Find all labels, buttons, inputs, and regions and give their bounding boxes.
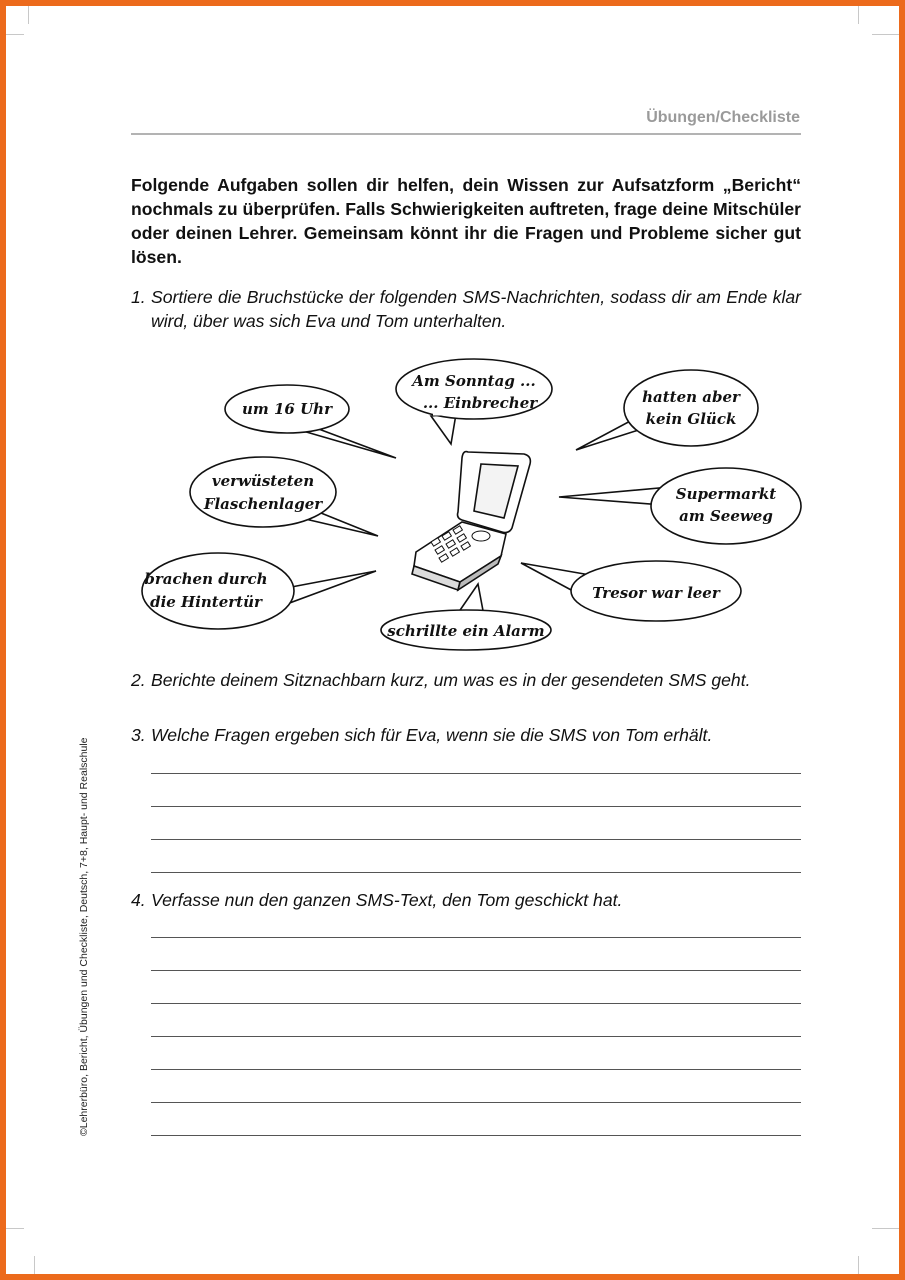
task-number: 3. xyxy=(131,725,146,745)
writing-line[interactable] xyxy=(151,1036,801,1037)
task-text: Berichte deinem Sitznachbarn kurz, um was es in der gesendeten SMS geht. xyxy=(151,670,751,690)
crop-mark xyxy=(858,1256,859,1274)
bubble-text: die Hintertür xyxy=(150,593,262,611)
task-4 xyxy=(131,888,801,912)
crop-mark xyxy=(872,34,899,35)
task-number: 2. xyxy=(131,670,146,690)
writing-line[interactable] xyxy=(151,1102,801,1103)
writing-line[interactable] xyxy=(151,872,801,873)
intro-paragraph: Folgende Aufgaben sollen dir helfen, dein Wissen zur Aufsatzform „Bericht“ nochmals zu überprüfen. Falls Schwierigkeiten auftreten, frage deine Mitschüler oder deinen Lehrer. Gemeinsam könnt ihr die Fragen und Probleme sicher gut lösen. xyxy=(131,175,801,267)
bubble-text: am Seeweg xyxy=(679,507,773,525)
bubble-supermarkt xyxy=(559,468,801,544)
bubble-hintertuer xyxy=(142,553,376,629)
writing-line[interactable] xyxy=(151,937,801,938)
task-text: Welche Fragen ergeben sich für Eva, wenn sie die SMS von Tom erhält. xyxy=(151,725,713,745)
bubble-text: Supermarkt xyxy=(675,485,777,503)
writing-line[interactable] xyxy=(151,1003,801,1004)
bubble-text: Am Sonntag ... xyxy=(412,372,536,390)
bubble-text: schrillte ein Alarm xyxy=(387,622,545,640)
task-text: Verfasse nun den ganzen SMS-Text, den Tom geschickt hat. xyxy=(151,890,623,910)
crop-mark xyxy=(6,1228,24,1229)
writing-line[interactable] xyxy=(151,806,801,807)
task-number: 4. xyxy=(131,890,146,910)
writing-line[interactable] xyxy=(151,1135,801,1136)
answer-lines-task-3 xyxy=(151,773,801,905)
bubble-um-16-uhr xyxy=(225,385,396,458)
bubble-text: hatten aber xyxy=(642,388,740,406)
worksheet-page xyxy=(6,6,899,1274)
answer-lines-task-4 xyxy=(151,937,801,1168)
bubble-text: Flaschenlager xyxy=(203,495,323,513)
crop-mark xyxy=(28,6,29,24)
task-text: Sortiere die Bruchstücke der folgenden SMS-Nachrichten, sodass dir am Ende klar wird, über was sich Eva und Tom unterhalten. xyxy=(151,287,801,331)
sms-illustration xyxy=(126,346,806,656)
bubble-text: brachen durch xyxy=(144,570,268,588)
header-divider xyxy=(131,133,801,135)
writing-line[interactable] xyxy=(151,1069,801,1070)
bubble-text: Tresor war leer xyxy=(592,584,720,602)
crop-mark xyxy=(6,34,24,35)
task-2 xyxy=(131,668,801,692)
bubble-text: um 16 Uhr xyxy=(242,400,332,418)
bubble-text: verwüsteten xyxy=(211,472,315,490)
writing-line[interactable] xyxy=(151,970,801,971)
crop-mark xyxy=(858,6,859,24)
crop-mark xyxy=(872,1228,899,1229)
copyright-note: ©Lehrerbüro, Bericht, Übungen und Checkliste, Deutsch, 7+8, Haupt- und Realschule xyxy=(78,737,90,1136)
writing-line[interactable] xyxy=(151,773,801,774)
crop-mark xyxy=(34,1256,35,1274)
bubble-alarm xyxy=(381,584,551,650)
bubble-text: ... Einbrecher xyxy=(422,394,538,412)
mobile-phone-icon xyxy=(412,452,530,590)
writing-line[interactable] xyxy=(151,839,801,840)
section-title: Übungen/Checkliste xyxy=(646,109,800,126)
bubble-text: kein Glück xyxy=(645,410,737,428)
task-number: 1. xyxy=(131,287,146,307)
task-1 xyxy=(131,285,801,333)
task-3 xyxy=(131,723,801,747)
